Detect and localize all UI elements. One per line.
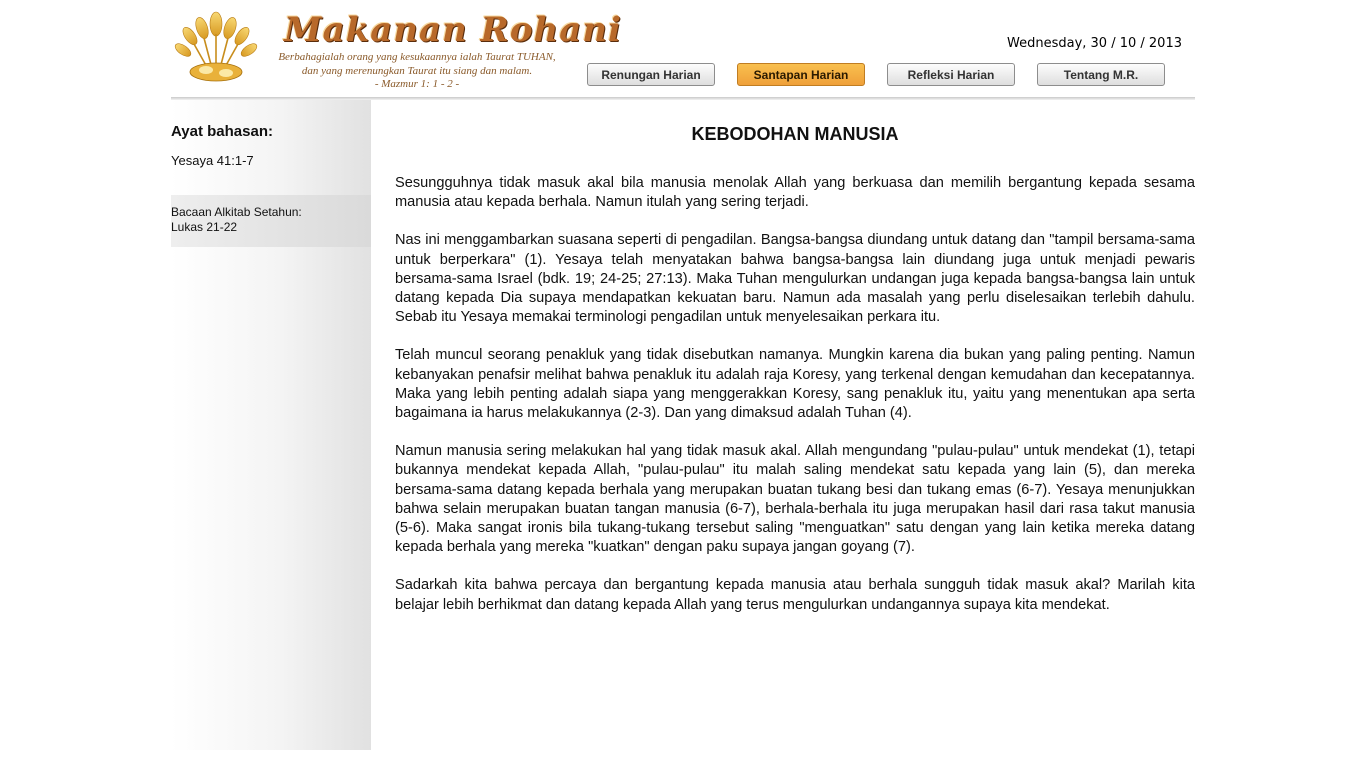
wheat-sheaf-icon bbox=[174, 10, 258, 86]
nav-refleksi-harian-button[interactable]: Refleksi Harian bbox=[887, 63, 1015, 86]
annual-reading-box bbox=[171, 195, 371, 247]
article-paragraph: Sadarkah kita bahwa percaya dan bergantung kepada manusia atau berhala sungguh tidak masuk akal? Marilah kita belajar lebih berhikmat dan datang kepada Allah yang terus mengulurkan undangannya supaya kita mendekat. bbox=[395, 577, 1195, 613]
nav-tentang-button[interactable]: Tentang M.R. bbox=[1037, 63, 1165, 86]
article-paragraph: Telah muncul seorang penakluk yang tidak disebutkan namanya. Mungkin karena dia bukan yang paling penting. Namun kebanyakan penafsir melihat bahwa penakluk itu adalah raja Koresy, yang terkenal dengan kemudahan dan kecepatannya. Maka yang lebih penting adalah siapa yang menggerakkan Koresy, sang penakluk itu, yaitu yang menentukan apa serta bagaimana ia harus melakukannya (2-3). Dan yang dimaksud adalah Tuhan (4). bbox=[395, 347, 1195, 422]
current-date: Wednesday, 30 / 10 / 2013 bbox=[1007, 36, 1182, 51]
article-body bbox=[395, 174, 1195, 615]
article-paragraph: Namun manusia sering melakukan hal yang tidak masuk akal. Allah mengundang "pulau-pulau" untuk mendekat (1), tetapi bukannya mendekat kepada Allah, "pulau-pulau" itu malah saling mendekat satu kepada yang lain (5), dan mereka bersama-sama datang kepada berhala yang merupakan buatan tukang besi dan tukang emas (6-7). Yesaya menunjukkan bahwa selain merupakan buatan tangan manusia (6-7), berhala-berhala itu juga merupakan hasil dari rasa takut manusia (5-6). Maka sangat ironis bila tukang-tukang tersebut saling "menguatkan" satu dengan yang lain ketika mereka datang kepada berhala yang mereka "kuatkan" dengan paku supaya jangan goyang (7). bbox=[395, 443, 1195, 556]
annual-reading-reference: Lukas 21-22 bbox=[171, 220, 238, 234]
tagline-line: Berbahagialah orang yang kesukaannya ialah Taurat TUHAN, bbox=[278, 51, 556, 63]
verse-reference: Yesaya 41:1-7 bbox=[171, 153, 254, 168]
article-paragraph: Sesungguhnya tidak masuk akal bila manusia menolak Allah yang berkuasa dan memilih bergantung kepada sesama manusia atau kepada berhala. Namun itulah yang sering terjadi. bbox=[395, 175, 1195, 211]
site-header bbox=[171, 0, 1195, 100]
article-title: KEBODOHAN MANUSIA bbox=[691, 124, 899, 144]
tagline-line: dan yang merenungkan Taurat itu siang dan malam. bbox=[301, 64, 533, 77]
annual-reading-label: Bacaan Alkitab Setahun: bbox=[171, 205, 302, 219]
article-paragraph: Nas ini menggambarkan suasana seperti di pengadilan. Bangsa-bangsa diundang untuk datang dan "tampil bersama-sama untuk berperkara" (1). Yesaya telah menyatakan bahwa bangsa-bangsa lain diundang juga untuk menjadi pewaris bersama-sama Israel (bdk. 19; 24-25; 27:13). Maka Tuhan mengulurkan undangan juga kepada bangsa-bangsa lain untuk datang kepada Dia supaya mendapatkan kekuatan baru. Namun ada masalah yang perlu diselesaikan terlebih dahulu. Sebab itu Yesaya memakai terminologi pengadilan untuk menyelesaikan perkara itu. bbox=[395, 232, 1195, 326]
nav-renungan-harian-button[interactable]: Renungan Harian bbox=[587, 63, 715, 86]
nav-santapan-harian-button[interactable]: Santapan Harian bbox=[737, 63, 865, 86]
article bbox=[395, 100, 1195, 634]
logo-tagline bbox=[265, 51, 569, 92]
sidebar bbox=[171, 100, 371, 750]
tagline-verse: - Mazmur 1: 1 - 2 - bbox=[374, 78, 460, 90]
sidebar-heading: Ayat bahasan: bbox=[171, 123, 273, 140]
site-logo-title: Makanan Rohani bbox=[284, 10, 622, 50]
